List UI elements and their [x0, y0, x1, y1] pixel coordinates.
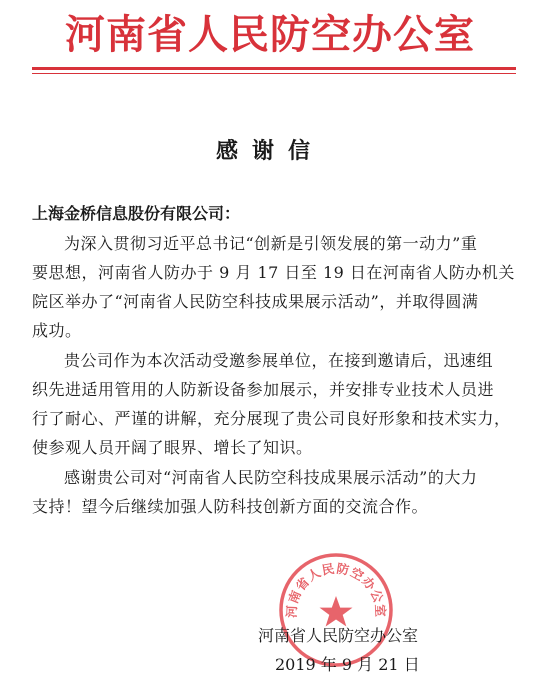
body-line: 要思想，河南省人防办于 9 月 17 日至 19 日在河南省人防办机关 [32, 263, 515, 282]
official-seal [278, 552, 394, 668]
body-line: 感谢贵公司对“河南省人民防空科技成果展示活动”的大力 [64, 468, 478, 487]
body-line: 使参观人员开阔了眼界、增长了知识。 [32, 438, 313, 457]
body-line: 贵公司作为本次活动受邀参展单位，在接到邀请后，迅速组 [64, 351, 494, 370]
body-line: 成功。 [32, 321, 82, 340]
letterhead-title: 河南省人民防空办公室 [65, 12, 475, 58]
salutation: 上海金桥信息股份有限公司： [32, 204, 241, 223]
five-point-star-icon [320, 596, 353, 627]
body-line: 院区举办了“河南省人民防空科技成果展示活动”，并取得圆满 [32, 292, 479, 311]
body-line: 支持！望今后继续加强人防科技创新方面的交流合作。 [32, 497, 429, 516]
letterhead-divider-thick [32, 67, 516, 70]
letterhead-divider-thin [32, 73, 516, 74]
seal-text-path: 河南省人民防空办公室 [283, 560, 389, 619]
document-title: 感谢信 [215, 139, 324, 164]
body-line: 织先进适用管用的人防新设备参加展示，并安排专业技术人员进 [32, 380, 495, 399]
body-line: 行了耐心、严谨的讲解，充分展现了贵公司良好形象和技术实力， [32, 409, 511, 428]
body-line: 为深入贯彻习近平总书记“创新是引领发展的第一动力”重 [64, 234, 478, 253]
signature-date: 2019 年 9 月 21 日 [275, 655, 420, 674]
signature-organization: 河南省人民防空办公室 [258, 626, 419, 645]
